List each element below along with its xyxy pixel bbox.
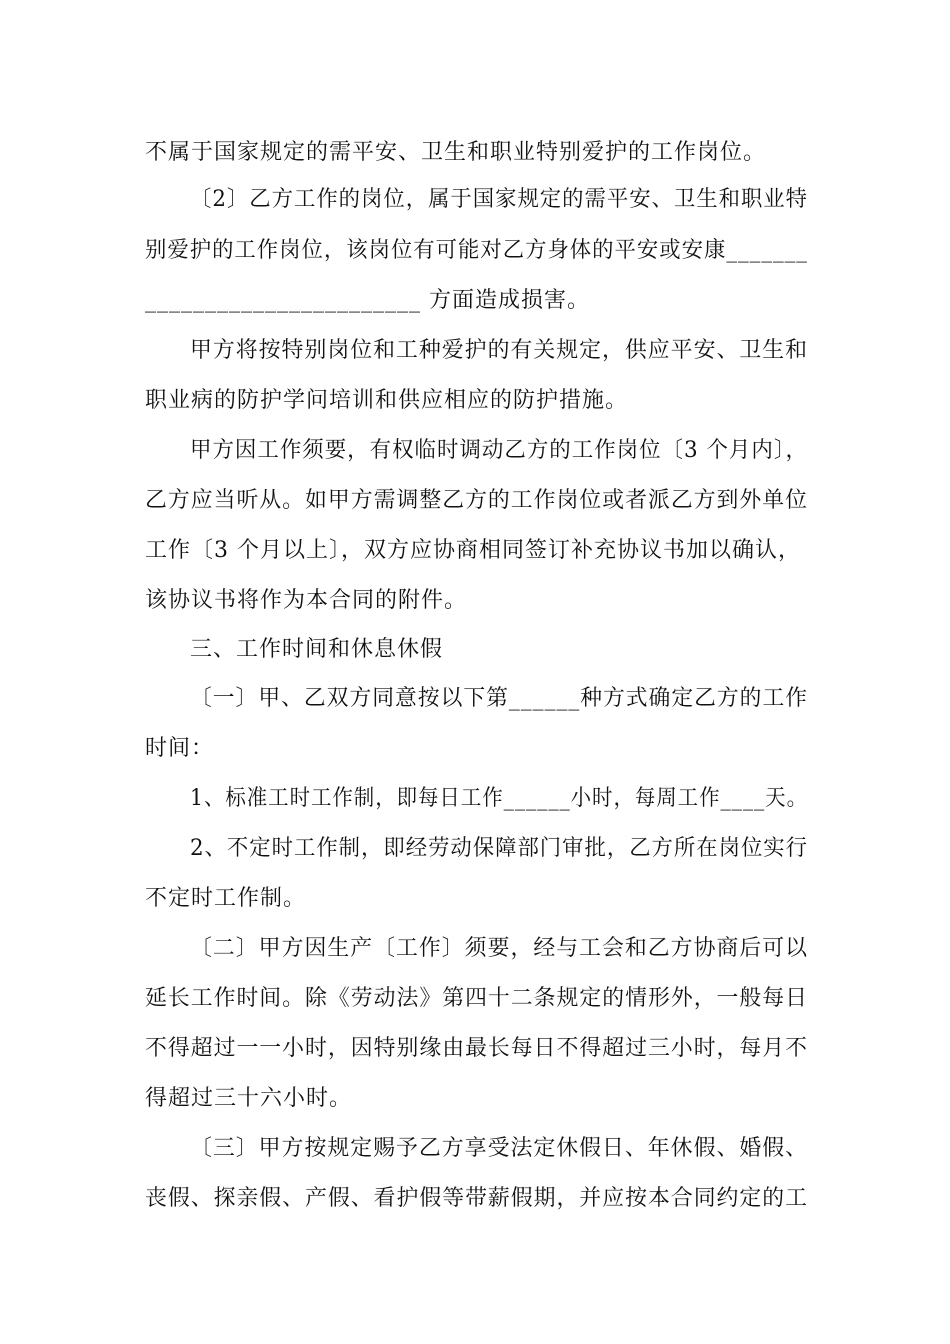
text-line: 〔二〕甲方因生产〔工作〕须要，经与工会和乙方协商后可以 (190, 936, 809, 961)
text-line: 甲方因工作须要，有权临时调动乙方的工作岗位〔3 个月内〕， (190, 438, 808, 463)
text-line: _______________________ 方面造成损害。 (145, 288, 590, 313)
text-line: 工作〔3 个月以上〕，双方应协商相同签订补充协议书加以确认， (145, 538, 801, 563)
text-line: 不定时工作制。 (145, 886, 307, 911)
text-line: 得超过三十六小时。 (145, 1086, 353, 1111)
text-line: 〔三〕甲方按规定赐予乙方享受法定休假日、年休假、婚假、 (190, 1136, 809, 1161)
text-line: 不属于国家规定的需平安、卫生和职业特别爱护的工作岗位。 (145, 140, 767, 165)
text-line: 甲方将按特别岗位和工种爱护的有关规定，供应平安、卫生和 (190, 338, 809, 363)
text-line: 丧假、探亲假、产假、看护假等带薪假期，并应按本合同约定的工 (145, 1186, 809, 1211)
text-line: 2、不定时工作制，即经劳动保障部门审批，乙方所在岗位实行 (190, 836, 809, 861)
text-line: 乙方应当听从。如甲方需调整乙方的工作岗位或者派乙方到外单位 (145, 488, 809, 513)
text-line: 〔2〕乙方工作的岗位，属于国家规定的需平安、卫生和职业特 (190, 187, 809, 212)
text-line: 职业病的防护学问培训和供应相应的防护措施。 (145, 388, 629, 413)
text-line: 该协议书将作为本合同的附件。 (145, 588, 468, 613)
text-line: 时间： (145, 736, 215, 761)
text-line: 不得超过一一小时，因特别缘由最长每日不得超过三小时，每月不 (145, 1036, 809, 1061)
text-line: 别爱护的工作岗位，该岗位有可能对乙方身体的平安或安康_______ (145, 238, 808, 263)
text-line: 1、标准工时工作制，即每日工作______小时，每周工作____天。 (190, 786, 808, 811)
text-line: 〔一〕甲、乙双方同意按以下第______种方式确定乙方的工作 (190, 686, 809, 711)
section-heading: 三、工作时间和休息休假 (190, 637, 444, 662)
text-line: 延长工作时间。除《劳动法》第四十二条规定的情形外，一般每日 (145, 986, 809, 1011)
